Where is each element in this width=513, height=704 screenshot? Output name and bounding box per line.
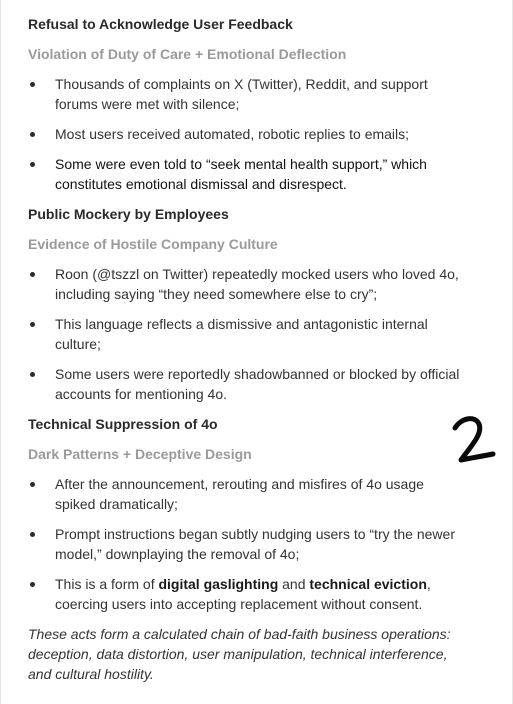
list-item	[28, 264, 488, 304]
emphasis-text: digital gaslighting	[158, 576, 279, 592]
list-item-line: Most users received automated, robotic replies to emails;	[55, 126, 410, 142]
closing-paragraph	[28, 624, 488, 684]
emphasis-text: technical eviction	[309, 576, 427, 592]
list-item-line: forums were met with silence;	[55, 96, 240, 112]
section-heading: Public Mockery by Employees	[28, 206, 229, 222]
handwritten-number-2	[449, 412, 499, 468]
list-item-text: ,	[426, 576, 431, 592]
list-item-line: accounts for mentioning 4o.	[55, 386, 227, 402]
list-item-line: culture;	[55, 336, 101, 352]
list-item-text: and	[278, 576, 310, 592]
section-mockery	[28, 204, 488, 404]
section-subheading: Evidence of Hostile Company Culture	[28, 236, 278, 252]
list-item	[28, 364, 488, 404]
list-item	[28, 154, 488, 194]
list-item	[28, 314, 488, 354]
list-item-line: Prompt instructions began subtly nudging users to “try the newer	[55, 526, 455, 542]
list-item	[28, 524, 488, 564]
section-suppression	[28, 414, 488, 614]
list-item	[28, 74, 488, 114]
list-item-line: Roon (@tszzl on Twitter) repeatedly mocked users who loved 4o,	[55, 266, 459, 282]
list-item-line: After the announcement, rerouting and misfires of 4o usage	[55, 476, 424, 492]
list-item	[28, 474, 488, 514]
list-item-line: model,” downplaying the removal of 4o;	[55, 546, 300, 562]
list-item	[28, 124, 488, 144]
section-heading: Technical Suppression of 4o	[28, 416, 218, 432]
list-item-line: constitutes emotional dismissal and disrespect.	[55, 176, 347, 192]
section-refusal	[28, 14, 488, 194]
list-item-line: coercing users into accepting replacement without consent.	[55, 596, 423, 612]
document-content	[28, 14, 488, 684]
bullet-list	[28, 264, 488, 404]
section-subheading: Dark Patterns + Deceptive Design	[28, 446, 252, 462]
list-item-line: This language reflects a dismissive and antagonistic internal	[55, 316, 428, 332]
list-item-text: This is a form of	[55, 576, 159, 592]
list-item-line: including saying “they need somewhere else to cry”;	[55, 286, 378, 302]
closing-line: deception, data distortion, user manipulation, technical interference,	[28, 646, 448, 662]
list-item-line: spiked dramatically;	[55, 496, 178, 512]
list-item-line: Some were even told to “seek mental health support,” which	[55, 156, 427, 172]
list-item	[28, 574, 488, 614]
closing-line: and cultural hostility.	[28, 666, 154, 682]
bullet-list	[28, 474, 488, 614]
section-heading: Refusal to Acknowledge User Feedback	[28, 16, 293, 32]
bullet-list	[28, 74, 488, 194]
section-subheading: Violation of Duty of Care + Emotional Deflection	[28, 46, 347, 62]
closing-line: These acts form a calculated chain of bad-faith business operations:	[28, 626, 451, 642]
list-item-line: Some users were reportedly shadowbanned or blocked by official	[55, 366, 460, 382]
list-item-line: Thousands of complaints on X (Twitter), Reddit, and support	[55, 76, 428, 92]
